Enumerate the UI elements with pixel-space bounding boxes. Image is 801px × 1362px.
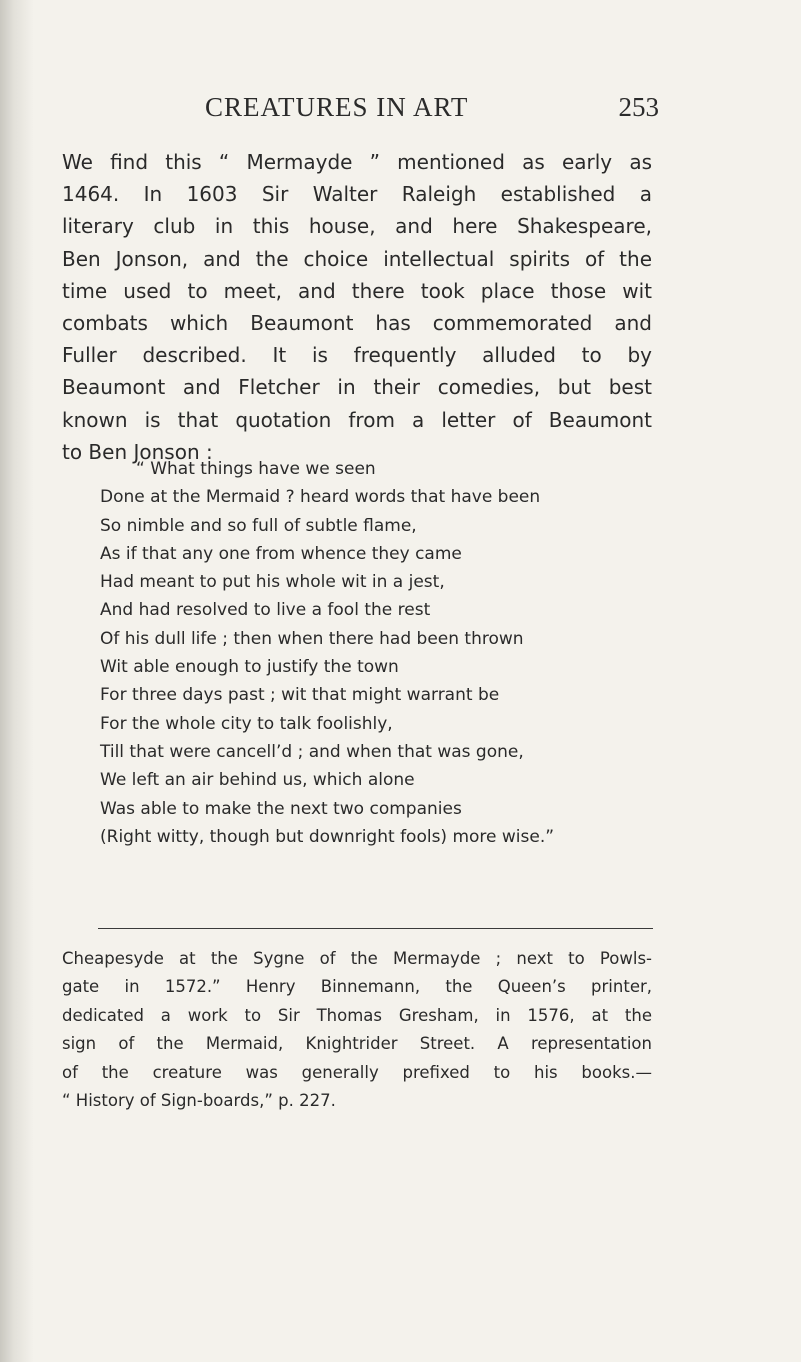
poem-line: Was able to make the next two companies bbox=[100, 798, 462, 819]
poem-line: So nimble and so full of subtle flame, bbox=[100, 515, 417, 536]
poem-line: Wit able enough to justify the town bbox=[100, 657, 399, 678]
poem-line: As if that any one from whence they came bbox=[100, 543, 462, 564]
footnote-line: Cheapesyde at the Sygne of the Mermayde ; next to Powls- bbox=[62, 949, 652, 968]
poem-line: Till that were cancell’d ; and when that was gone, bbox=[100, 741, 524, 762]
poem-line: Done at the Mermaid ? heard words that have been bbox=[100, 487, 541, 508]
footnote-line: dedicated a work to Sir Thomas Gresham, in 1576, at the bbox=[62, 1005, 652, 1025]
body-line: We find this “ Mermayde ” mentioned as early as bbox=[62, 150, 652, 174]
poem-line: “ What things have we seen bbox=[136, 459, 376, 479]
body-line: known is that quotation from a letter of Beaumont bbox=[62, 407, 652, 432]
footnote-divider bbox=[98, 928, 653, 929]
body-line: combats which Beaumont has commemorated and bbox=[62, 311, 652, 336]
poem-line: Had meant to put his whole wit in a jest, bbox=[100, 572, 445, 593]
body-line: Fuller described. It is frequently alluded to by bbox=[62, 343, 652, 368]
poem-line: Of his dull life ; then when there had been thrown bbox=[100, 628, 524, 649]
footnote-line: of the creature was generally prefixed to his books.— bbox=[62, 1062, 652, 1082]
poem-quotation bbox=[100, 455, 660, 851]
body-paragraph bbox=[62, 146, 652, 468]
body-line: Beaumont and Fletcher in their comedies, but best bbox=[62, 375, 652, 400]
poem-line: (Right witty, though but downright fools) more wise.” bbox=[100, 826, 555, 847]
body-line: 1464. In 1603 Sir Walter Raleigh established a bbox=[62, 182, 652, 207]
poem-line: We left an air behind us, which alone bbox=[100, 770, 415, 791]
page-number: 253 bbox=[618, 92, 659, 122]
poem-line: For three days past ; wit that might warrant be bbox=[100, 685, 500, 706]
footnote-line: gate in 1572.” Henry Binnemann, the Queen’s printer, bbox=[62, 977, 652, 997]
running-title: CREATURES IN ART bbox=[205, 92, 469, 122]
body-line: time used to meet, and there took place those wit bbox=[62, 278, 652, 303]
body-line: literary club in this house, and here Shakespeare, bbox=[62, 214, 652, 239]
body-line: to Ben Jonson : bbox=[62, 439, 213, 464]
footnote-line: sign of the Mermaid, Knightrider Street. A representation bbox=[62, 1034, 652, 1054]
poem-line: And had resolved to live a fool the rest bbox=[100, 600, 431, 621]
body-line: Ben Jonson, and the choice intellectual spirits of the bbox=[62, 246, 652, 271]
poem-line: For the whole city to talk foolishly, bbox=[100, 713, 393, 734]
running-head bbox=[95, 92, 659, 132]
footnote bbox=[62, 945, 652, 1115]
footnote-line: “ History of Sign-boards,” p. 227. bbox=[62, 1091, 336, 1111]
